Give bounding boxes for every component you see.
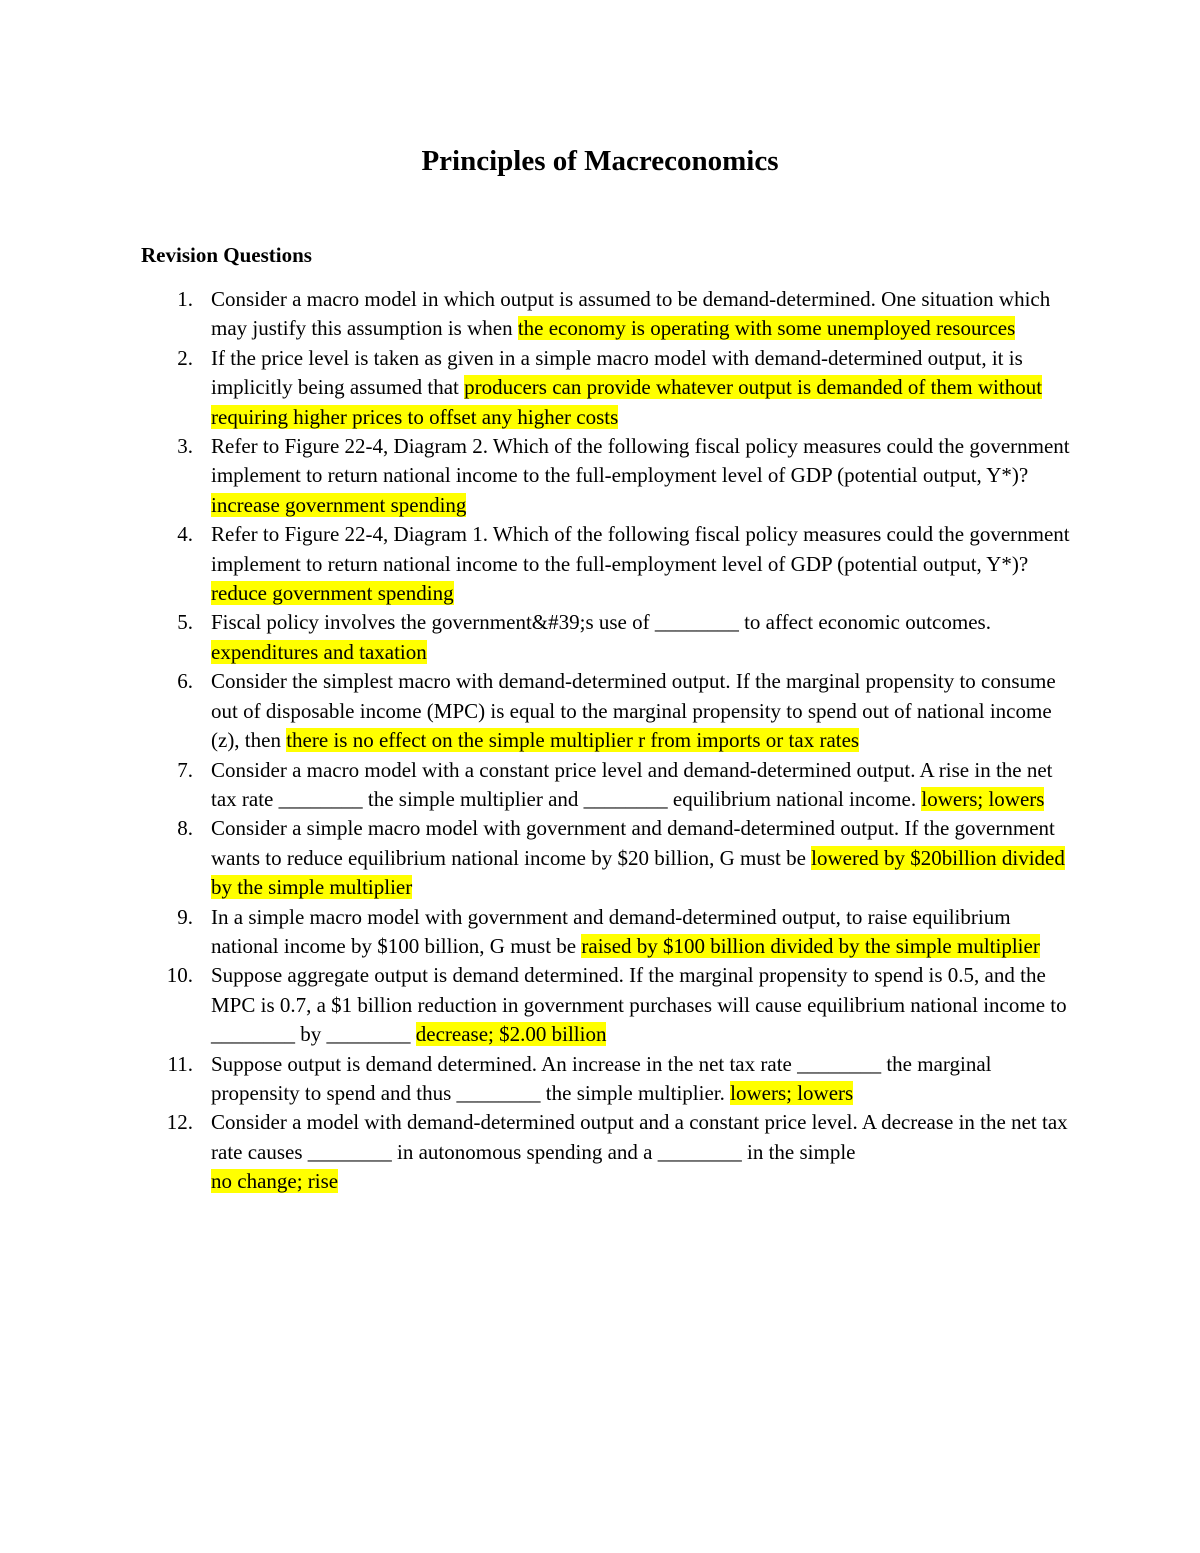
question-text: If the price level is taken as given in a simple macro model with demand-determined output, it is implicitly being assumed that	[211, 345, 1023, 400]
list-item	[141, 961, 1071, 1049]
list-item	[141, 432, 1071, 520]
list-item	[141, 520, 1071, 608]
list-item	[141, 285, 1071, 344]
list-item	[141, 344, 1071, 432]
question-number: 3.	[177, 434, 193, 459]
highlighted-answer: lowered by $20billion divided by the simple multiplier	[211, 845, 1065, 900]
question-number: 9.	[177, 904, 193, 929]
question-text: Fiscal policy involves the government&#39;s use of ________ to affect economic outcomes.	[211, 610, 991, 635]
question-text: Consider a model with demand-determined output and a constant price level. A decrease in the net tax rate causes ________ in autonomous spending and a ________ in the simple	[211, 1110, 1068, 1164]
highlighted-answer: reduce government spending	[211, 581, 454, 606]
question-number: 10.	[166, 963, 193, 988]
highlighted-answer: increase government spending	[211, 492, 467, 517]
question-number: 12.	[166, 1110, 193, 1135]
question-text: In a simple macro model with government and demand-determined output, to raise equilibrium national income by $100 billion, G must be	[211, 904, 1011, 958]
question-text: Refer to Figure 22-4, Diagram 2. Which of the following fiscal policy measures could the government implement to return national income to the full-employment level of GDP (potential output, Y*)?	[211, 434, 1070, 488]
question-number: 5.	[177, 610, 193, 635]
highlighted-answer: lowers; lowers	[730, 1080, 854, 1105]
question-number: 7.	[177, 757, 193, 782]
question-list	[141, 285, 1071, 1197]
list-item	[141, 756, 1071, 815]
question-text: Suppose output is demand determined. An increase in the net tax rate ________ the marginal propensity to spend and thus ________ the simple multiplier.	[211, 1051, 992, 1105]
section-heading: Revision Questions	[141, 243, 312, 267]
highlighted-answer: expenditures and taxation	[211, 639, 427, 664]
question-text: Suppose aggregate output is demand determined. If the marginal propensity to spend is 0.5, and the MPC is 0.7, a $1 billion reduction in government purchases will cause equilibrium national income to ________ by ________	[211, 963, 1067, 1047]
list-item	[141, 667, 1071, 755]
list-item	[141, 903, 1071, 962]
highlighted-answer: there is no effect on the simple multiplier r from imports or tax rates	[286, 728, 860, 753]
highlighted-answer: decrease; $2.00 billion	[415, 1022, 607, 1047]
question-text: Consider a macro model with a constant price level and demand-determined output. A rise in the net tax rate ________ the simple multiplier and ________ equilibrium national income.	[211, 757, 1053, 811]
highlighted-answer: no change; rise	[211, 1169, 339, 1194]
question-number: 1.	[177, 287, 193, 311]
question-number: 8.	[177, 816, 193, 841]
highlighted-answer: lowers; lowers	[921, 786, 1045, 811]
question-text: Consider the simplest macro with demand-determined output. If the marginal propensity to consume out of disposable income (MPC) is equal to the marginal propensity to spend out of national income (z), then	[211, 669, 1056, 753]
question-number: 2.	[177, 345, 193, 370]
highlighted-answer: producers can provide whatever output is demanded of them without requiring higher prices to offset any higher costs	[211, 375, 1043, 429]
list-item	[141, 608, 1071, 667]
page-title: Principles of Macreconomics	[421, 145, 779, 177]
highlighted-answer: the economy is operating with some unemployed resources	[517, 316, 1016, 341]
question-number: 11.	[167, 1051, 193, 1076]
list-item	[141, 1050, 1071, 1109]
question-text: Consider a macro model in which output is assumed to be demand-determined. One situation which may justify this assumption is when	[211, 287, 1051, 341]
question-text: Consider a simple macro model with government and demand-determined output. If the government wants to reduce equilibrium national income by $20 billion, G must be	[211, 816, 1055, 870]
highlighted-answer: raised by $100 billion divided by the simple multiplier	[581, 933, 1040, 958]
list-item	[141, 814, 1071, 902]
list-item	[141, 1108, 1071, 1196]
question-text: Refer to Figure 22-4, Diagram 1. Which of the following fiscal policy measures could the government implement to return national income to the full-employment level of GDP (potential output, Y*)?	[211, 522, 1070, 576]
question-number: 4.	[177, 522, 193, 547]
question-number: 6.	[177, 669, 193, 694]
